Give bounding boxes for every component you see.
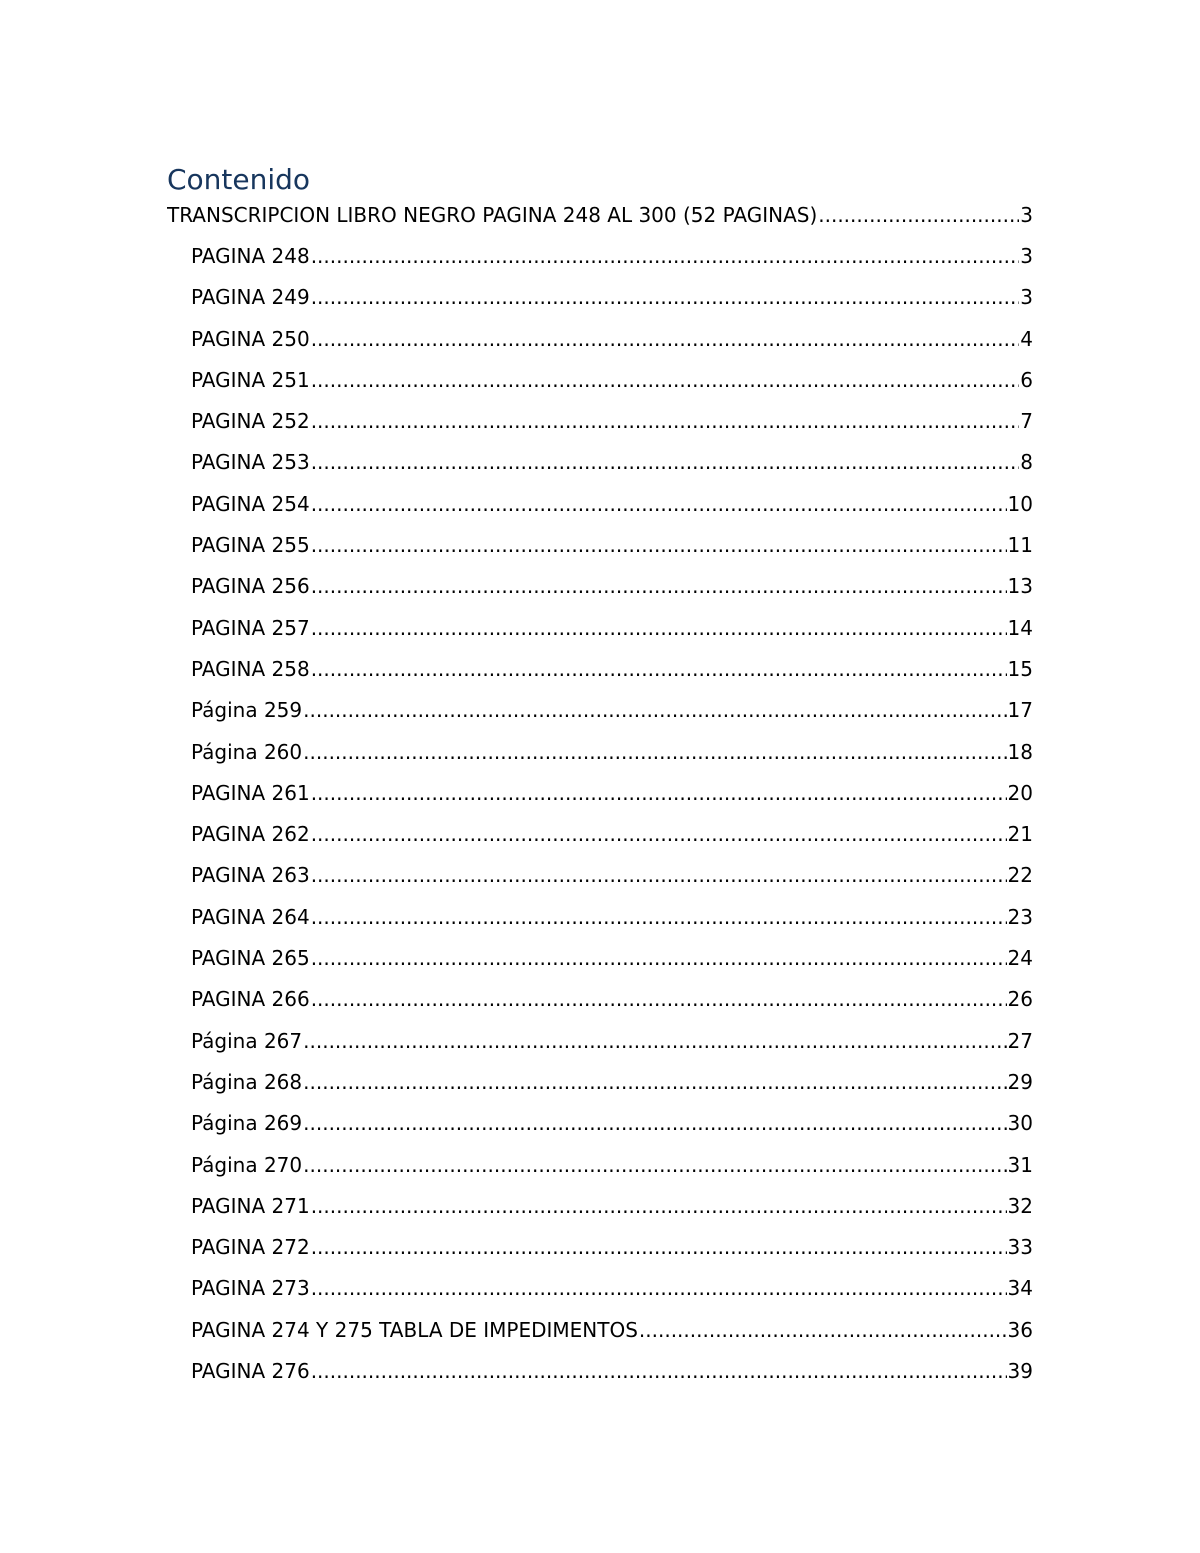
toc-entry-7[interactable] (167, 484, 1033, 525)
toc-entry-page-number: 31 (1007, 1152, 1033, 1177)
toc-entry-page-number: 34 (1007, 1276, 1033, 1301)
toc-entry-3[interactable] (167, 319, 1033, 360)
toc-entry-text: PAGINA 250 (191, 326, 310, 351)
toc-entry-page-number: 26 (1007, 987, 1033, 1012)
toc-leader-dots (311, 773, 1007, 814)
toc-entry-5[interactable] (167, 401, 1033, 442)
toc-leader-dots (311, 319, 1020, 360)
toc-entry-25[interactable] (167, 1227, 1033, 1268)
toc-entry-15[interactable] (167, 814, 1033, 855)
toc-entry-text: PAGINA 272 (191, 1235, 310, 1260)
toc-leader-dots (303, 732, 1006, 773)
toc-leader-dots (311, 1227, 1007, 1268)
toc-entry-6[interactable] (167, 442, 1033, 483)
toc-entry-text: TRANSCRIPCION LIBRO NEGRO PAGINA 248 AL 300 (52 PAGINAS) (167, 203, 818, 227)
toc-entry-page-number: 4 (1020, 326, 1033, 351)
toc-entry-text: PAGINA 256 (191, 574, 310, 599)
toc-entry-text: PAGINA 254 (191, 491, 310, 516)
toc-entry-text: PAGINA 263 (191, 863, 310, 888)
toc-leader-dots (311, 442, 1020, 483)
toc-leader-dots (311, 938, 1007, 979)
toc-entry-22[interactable] (167, 1103, 1033, 1144)
toc-leader-dots (311, 525, 1007, 566)
toc-leader-dots (311, 897, 1007, 938)
toc-entry-16[interactable] (167, 855, 1033, 896)
toc-entry-page-number: 33 (1007, 1235, 1033, 1260)
toc-entry-page-number: 23 (1007, 904, 1033, 929)
toc-entry-17[interactable] (167, 897, 1033, 938)
toc-leader-dots (311, 855, 1007, 896)
toc-entry-page-number: 36 (1007, 1317, 1033, 1342)
toc-entry-28[interactable] (167, 1351, 1033, 1392)
toc-entry-26[interactable] (167, 1268, 1033, 1309)
toc-entry-text: Página 269 (191, 1111, 303, 1136)
toc-entry-page-number: 3 (1020, 285, 1033, 310)
toc-entry-page-number: 3 (1020, 244, 1033, 268)
toc-entry-page-number: 7 (1020, 409, 1033, 434)
toc-leader-dots (303, 1062, 1006, 1103)
toc-entry-text: PAGINA 261 (191, 780, 310, 805)
toc-entry-text: PAGINA 257 (191, 615, 310, 640)
toc-leader-dots (311, 1351, 1007, 1392)
toc-entry-text: PAGINA 249 (191, 285, 310, 310)
toc-entry-text: PAGINA 264 (191, 904, 310, 929)
toc-entry-text: Página 270 (191, 1152, 303, 1177)
toc-entry-page-number: 15 (1007, 656, 1033, 681)
toc-entry-page-number: 27 (1007, 1028, 1033, 1053)
toc-entry-21[interactable] (167, 1062, 1033, 1103)
toc-leader-dots (311, 566, 1007, 607)
toc-entry-page-number: 22 (1007, 863, 1033, 888)
toc-entry-text: PAGINA 265 (191, 946, 310, 971)
toc-entry-text: PAGINA 262 (191, 822, 310, 847)
toc-entry-text: PAGINA 276 (191, 1359, 310, 1384)
toc-entry-page-number: 11 (1007, 533, 1033, 558)
toc-entry-9[interactable] (167, 566, 1033, 607)
toc-entry-page-number: 21 (1007, 822, 1033, 847)
toc-entry-page-number: 13 (1007, 574, 1033, 599)
toc-entry-10[interactable] (167, 608, 1033, 649)
toc-entry-page-number: 14 (1007, 615, 1033, 640)
toc-entry-14[interactable] (167, 773, 1033, 814)
toc-entry-12[interactable] (167, 690, 1033, 731)
toc-entry-text: Página 259 (191, 698, 303, 723)
toc-entry-27[interactable] (167, 1310, 1033, 1351)
toc-entry-page-number: 39 (1007, 1359, 1033, 1384)
toc-entry-text: PAGINA 258 (191, 656, 310, 681)
toc-leader-dots (311, 1268, 1007, 1309)
toc-entry-4[interactable] (167, 360, 1033, 401)
toc-entry-2[interactable] (167, 277, 1033, 318)
toc-entry-text: PAGINA 255 (191, 533, 310, 558)
toc-entry-page-number: 32 (1007, 1193, 1033, 1218)
toc-leader-dots (303, 1103, 1006, 1144)
toc-leader-dots (311, 814, 1007, 855)
toc-title: Contenido (167, 163, 311, 196)
toc-leader-dots (311, 484, 1007, 525)
toc-leader-dots (311, 236, 1020, 277)
toc-leader-dots (311, 979, 1007, 1020)
toc-leader-dots (303, 1021, 1006, 1062)
toc-leader-dots (311, 1186, 1007, 1227)
toc-entry-18[interactable] (167, 938, 1033, 979)
toc-entry-19[interactable] (167, 979, 1033, 1020)
toc-leader-dots (311, 401, 1020, 442)
toc-entry-text: Página 268 (191, 1069, 303, 1094)
toc-entry-1[interactable] (167, 236, 1033, 277)
toc-entry-8[interactable] (167, 525, 1033, 566)
toc-entry-page-number: 10 (1007, 491, 1033, 516)
toc-entry-page-number: 6 (1020, 367, 1033, 392)
toc-entry-page-number: 17 (1007, 698, 1033, 723)
toc-entry-11[interactable] (167, 649, 1033, 690)
toc-leader-dots (818, 195, 1019, 236)
toc-entry-text: PAGINA 266 (191, 987, 310, 1012)
toc-leader-dots (311, 277, 1020, 318)
toc-entry-text: PAGINA 251 (191, 367, 310, 392)
toc-leader-dots (303, 690, 1006, 731)
toc-leader-dots (311, 608, 1007, 649)
toc-entry-page-number: 3 (1020, 203, 1033, 227)
toc-entry-text: PAGINA 253 (191, 450, 310, 475)
toc-entry-text: Página 267 (191, 1028, 303, 1053)
toc-entry-text: PAGINA 252 (191, 409, 310, 434)
toc-list (167, 195, 1033, 1392)
toc-entry-text: PAGINA 271 (191, 1193, 310, 1218)
toc-entry-page-number: 24 (1007, 946, 1033, 971)
toc-leader-dots (639, 1310, 1007, 1351)
toc-entry-page-number: 18 (1007, 739, 1033, 764)
toc-entry-text: PAGINA 248 (191, 244, 310, 268)
toc-entry-text: Página 260 (191, 739, 303, 764)
toc-leader-dots (311, 649, 1007, 690)
toc-entry-23[interactable] (167, 1145, 1033, 1186)
toc-entry-page-number: 29 (1007, 1069, 1033, 1094)
toc-entry-page-number: 8 (1020, 450, 1033, 475)
toc-entry-24[interactable] (167, 1186, 1033, 1227)
toc-entry-0[interactable] (167, 195, 1033, 236)
toc-entry-text: PAGINA 273 (191, 1276, 310, 1301)
toc-entry-page-number: 20 (1007, 780, 1033, 805)
toc-entry-20[interactable] (167, 1021, 1033, 1062)
toc-leader-dots (303, 1145, 1006, 1186)
toc-entry-13[interactable] (167, 732, 1033, 773)
toc-leader-dots (311, 360, 1020, 401)
toc-entry-text: PAGINA 274 Y 275 TABLA DE IMPEDIMENTOS (191, 1317, 638, 1342)
toc-entry-page-number: 30 (1007, 1111, 1033, 1136)
